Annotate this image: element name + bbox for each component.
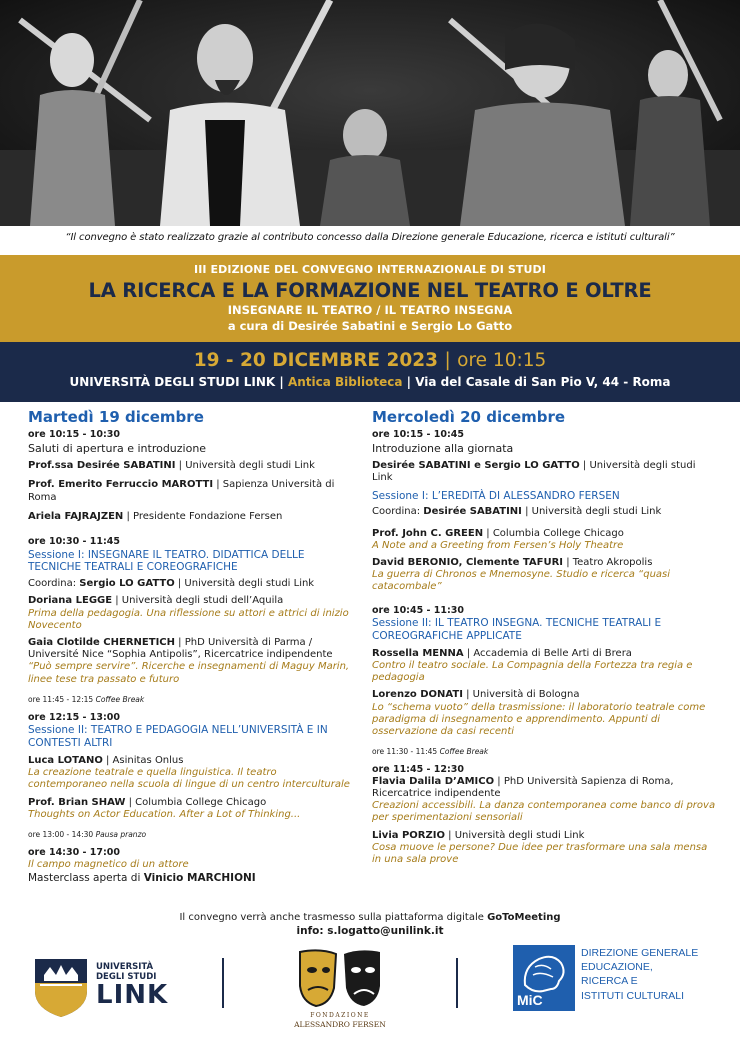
speaker: [372, 776, 717, 800]
mic-line: DIREZIONE GENERALE: [581, 947, 699, 959]
speaker-name: Luca LOTANO: [28, 755, 103, 767]
streaming-note: [0, 912, 740, 923]
time-slot: ore 10:15 - 10:45: [372, 429, 464, 441]
time-slot: ore 10:15 - 10:30: [28, 429, 120, 441]
speaker-name: Prof. John C. GREEN: [372, 527, 484, 539]
talk-title: Prima della pedagogia. Una riflessione su attori e attrici di inizio Novecento: [28, 607, 349, 631]
coordinator-label: Coordina:: [28, 578, 80, 590]
talk-title: Thoughts on Actor Education. After a Lot of Thinking...: [28, 808, 301, 820]
time-slot: ore 10:45 - 11:30: [372, 604, 464, 616]
speaker: [28, 479, 358, 503]
event-venue-line: [0, 375, 740, 389]
event-date-line: [0, 350, 740, 371]
speaker-affiliation: | Sapienza Università di Roma: [28, 479, 335, 503]
shield-icon: [32, 955, 90, 1019]
session-title: Sessione II: TEATRO E PEDAGOGIA NELL’UNIVERSITÀ E IN CONTESTI ALTRI: [28, 724, 328, 750]
speaker-name: David BERONIO, Clemente TAFURI: [372, 557, 564, 569]
separator: |: [444, 350, 451, 371]
talk-title: “Può sempre servire”. Ricerche e insegnamenti di Maguy Marin, linee tese tra passato e futuro: [28, 661, 350, 685]
time-slot: ore 14:30 - 17:00: [28, 847, 120, 859]
speaker: [372, 460, 717, 484]
venue-name: Antica Biblioteca: [287, 375, 403, 389]
curators: a cura di Desirée Sabatini e Sergio Lo Gatto: [227, 319, 513, 333]
time-slot: ore 10:30 - 11:45: [28, 536, 120, 548]
mic-badge-text: MiC: [517, 992, 543, 1008]
mic-badge-icon: [513, 945, 575, 1011]
theatre-photo-illustration: [0, 0, 740, 226]
speaker-affiliation: | Columbia College Chicago: [125, 796, 267, 808]
day2-column: [372, 408, 717, 866]
contact-info: info: s.logatto@unilink.it: [296, 925, 444, 937]
day1-title: Martedì 19 dicembre: [28, 408, 204, 426]
break-time: ore 11:30 - 11:45: [372, 747, 438, 757]
session-title: Sessione I: INSEGNARE IL TEATRO. DIDATTICA DELLE TECNICHE TEATRALI E COREOGRAFICHE: [28, 548, 305, 574]
speaker: [372, 830, 717, 842]
speaker-affiliation: | Università degli studi Link: [444, 829, 585, 841]
coordinator: [372, 506, 717, 518]
coordinator-name: Desirée SABATINI: [423, 506, 522, 518]
masterclass-name: Vinicio MARCHIONI: [143, 871, 256, 884]
day1-column: [28, 408, 358, 885]
mic-logo: [513, 945, 713, 1015]
divider: [456, 958, 458, 1008]
speaker: [372, 528, 717, 540]
header-photo: [0, 0, 740, 226]
speaker: [372, 689, 717, 701]
speaker-name: Flavia Dalila D’AMICO: [372, 775, 495, 787]
speaker-name: Prof. Emerito Ferruccio MAROTTI: [28, 479, 214, 491]
streaming-platform: GoToMeeting: [487, 912, 561, 923]
conference-title: LA RICERCA E LA FORMAZIONE NEL TEATRO E OLTRE: [88, 279, 652, 302]
divider: [222, 958, 224, 1008]
break-label: Coffee Break: [95, 694, 145, 704]
speaker: [28, 595, 358, 607]
conference-subtitle: INSEGNARE IL TEATRO / IL TEATRO INSEGNA: [227, 303, 513, 317]
speaker-name: Doriana LEGGE: [28, 595, 113, 607]
speaker: [28, 755, 358, 767]
talk-title: A Note and a Greeting from Fersen’s Holy Theatre: [372, 539, 624, 551]
speaker-affiliation: | Università di Bologna: [462, 689, 580, 701]
grant-note: “Il convegno è stato realizzato grazie al contributo concesso dalla Direzione generale Educazione, ricerca e istituti culturali”: [65, 232, 675, 243]
edition-label: III EDIZIONE DEL CONVEGNO INTERNAZIONALE DI STUDI: [194, 263, 546, 276]
break-slot: [28, 830, 358, 839]
talk-title: Lo “schema vuoto” della trasmissione: il laboratorio teatrale come paradigma di insegnamento e apprendimento. Appunti di osservazione da casi recenti: [372, 701, 706, 737]
time-slot: ore 11:45 - 12:30: [372, 764, 464, 776]
speaker-name: Livia PORZIO: [372, 829, 445, 841]
fersen-caption: ALESSANDRO FERSEN: [294, 1020, 386, 1029]
speaker-affiliation: | Teatro Akropolis: [563, 557, 653, 569]
break-slot: [372, 747, 717, 756]
speaker: [372, 557, 717, 569]
talk-title: La guerra di Chronos e Mnemosyne. Studio e ricerca “quasi catacombale”: [372, 569, 671, 593]
coordinator-name: Sergio LO GATTO: [79, 578, 175, 590]
speaker-affiliation: | Università degli studi Link: [175, 460, 315, 472]
speaker-name: Prof. Brian SHAW: [28, 796, 126, 808]
talk-title: Creazioni accessibili. La danza contemporanea come banco di prova per sperimentazioni sensoriali: [372, 800, 716, 824]
speaker-name: Lorenzo DONATI: [372, 689, 463, 701]
coordinator: [28, 578, 358, 590]
speaker: [372, 648, 717, 660]
masterclass: [28, 872, 358, 885]
fersen-caption-small: FONDAZIONE: [310, 1012, 370, 1019]
coordinator-affiliation: | Università degli studi Link: [521, 506, 662, 518]
break-label: Pausa pranzo: [95, 829, 147, 839]
speaker-affiliation: | Università degli studi dell’Aquila: [112, 595, 284, 607]
separator: |: [279, 375, 284, 389]
speaker-name: Rossella MENNA: [372, 647, 464, 659]
break-label: Coffee Break: [439, 747, 489, 757]
break-time: ore 11:45 - 12:15: [28, 694, 94, 704]
event-dates: 19 - 20 DICEMBRE 2023: [193, 350, 439, 371]
speaker: [28, 511, 358, 523]
mic-label: [581, 946, 698, 1003]
talk-title: Il campo magnetico di un attore: [28, 858, 189, 870]
speaker-affiliation: | Università degli studi Link: [372, 460, 696, 484]
speaker: [28, 797, 358, 809]
theatre-masks-icon: [290, 948, 390, 1010]
streaming-text: Il convegno verrà anche trasmesso sulla piattaforma digitale: [179, 912, 488, 923]
session-title: Sessione I: L’EREDITÀ DI ALESSANDRO FERSEN: [372, 489, 620, 502]
slot-description: Saluti di apertura e introduzione: [28, 441, 207, 455]
session-title: Sessione II: IL TEATRO INSEGNA. TECNICHE TEATRALI E COREOGRAFICHE APPLICATE: [372, 617, 662, 642]
talk-title: La creazione teatrale e quella linguistica. Il teatro contemporaneo nella scuola di lingue di un centro interculturale: [28, 767, 350, 791]
break-time: ore 13:00 - 14:30: [28, 829, 94, 839]
event-hour: ore 10:15: [457, 350, 547, 371]
speaker-name: Ariela FAJRAJZEN: [28, 510, 124, 522]
link-logo-wordmark: LINK: [96, 980, 169, 1010]
time-slot: ore 12:15 - 13:00: [28, 711, 120, 723]
link-logo-subtitle: UNIVERSITÀ DEGLI STUDI: [96, 962, 157, 982]
break-slot: [28, 695, 358, 704]
speaker-affiliation: | PhD Università Sapienza di Roma, Ricercatrice indipendente: [372, 775, 674, 799]
talk-title: Cosa muove le persone? Due idee per trasformare una sala mensa in una sala prove: [372, 841, 708, 865]
venue-address: Via del Casale di San Pio V, 44 - Roma: [415, 375, 671, 389]
mic-line: RICERCA E: [581, 975, 638, 988]
speaker-affiliation: | Asinitas Onlus: [102, 755, 184, 767]
mic-line: ISTITUTI CULTURALI: [581, 989, 685, 1002]
speaker-name: Desirée SABATINI e Sergio LO GATTO: [372, 460, 580, 472]
masterclass-label: Masterclass aperta di: [28, 871, 144, 884]
fersen-foundation-logo: [290, 948, 390, 1030]
title-band: [0, 255, 740, 342]
event-band: [0, 342, 740, 402]
coordinator-label: Coordina:: [372, 506, 424, 518]
link-university-logo: [32, 955, 182, 1021]
speaker: [28, 637, 358, 661]
speaker-name: Gaia Clotilde CHERNETICH: [28, 636, 175, 648]
university-name: UNIVERSITÀ DEGLI STUDI LINK: [69, 375, 276, 389]
speaker-affiliation: | Accademia di Belle Arti di Brera: [463, 647, 632, 659]
speaker-name: Prof.ssa Desirée SABATINI: [28, 460, 176, 472]
speaker: [28, 460, 358, 472]
talk-title: Contro il teatro sociale. La Compagnia della Fortezza tra regia e pedagogia: [372, 659, 693, 684]
speaker-affiliation: | Columbia College Chicago: [483, 527, 624, 539]
separator: |: [406, 375, 412, 389]
day2-title: Mercoledì 20 dicembre: [372, 408, 566, 426]
speaker-affiliation: | PhD Università di Parma / Université Nice “Sophia Antipolis”, Ricercatrice indipendente: [28, 636, 333, 661]
speaker-affiliation: | Presidente Fondazione Fersen: [123, 510, 283, 522]
coordinator-affiliation: | Università degli studi Link: [174, 578, 315, 590]
slot-description: Introduzione alla giornata: [372, 441, 514, 455]
mic-line: EDUCAZIONE,: [581, 961, 653, 974]
